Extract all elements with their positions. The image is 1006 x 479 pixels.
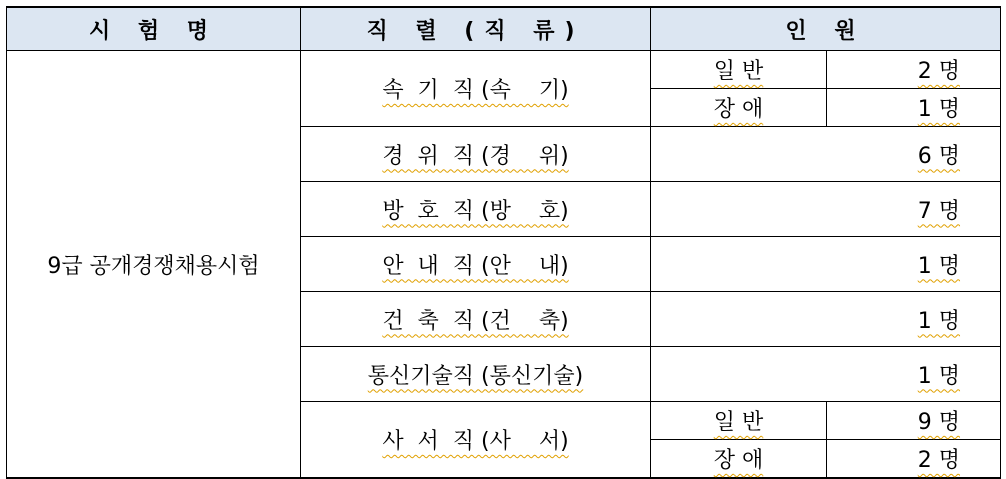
count-cell (651, 347, 1001, 402)
count-text: 2 명 (917, 448, 961, 473)
type-text: 일 반 (713, 410, 764, 435)
position-cell (301, 347, 651, 402)
count-cell (651, 292, 1001, 347)
exam-name-text: 9급 공개경쟁채용시험 (47, 253, 260, 279)
count-cell (651, 237, 1001, 292)
position-text: 경 위 직 (경 위) (382, 143, 569, 169)
recruitment-table (6, 6, 1001, 479)
count-text: 1 명 (917, 363, 961, 389)
count-text: 1 명 (917, 308, 961, 334)
count-cell (827, 440, 1001, 479)
header-position: 직 렬 (직 류) (301, 7, 651, 51)
count-cell (827, 89, 1001, 127)
exam-name-cell (7, 51, 301, 479)
position-cell (301, 292, 651, 347)
count-cell (827, 51, 1001, 89)
count-text: 2 명 (917, 59, 961, 84)
position-cell (301, 182, 651, 237)
count-cell (651, 127, 1001, 182)
header-count: 인 원 (651, 7, 1001, 51)
count-cell (651, 182, 1001, 237)
type-text: 장 애 (713, 448, 764, 473)
count-cell (827, 402, 1001, 440)
position-text: 방 호 직 (방 호) (382, 198, 569, 224)
position-text: 통신기술직 (통신기술) (367, 363, 584, 389)
type-cell (651, 51, 827, 89)
type-text: 장 애 (713, 97, 764, 122)
count-text: 9 명 (917, 410, 961, 435)
position-cell (301, 127, 651, 182)
position-cell (301, 237, 651, 292)
type-text: 일 반 (713, 59, 764, 84)
position-cell (301, 51, 651, 127)
type-cell (651, 402, 827, 440)
count-text: 7 명 (917, 198, 961, 224)
type-cell (651, 89, 827, 127)
count-text: 6 명 (917, 143, 961, 169)
count-text: 1 명 (917, 97, 961, 122)
type-cell (651, 440, 827, 479)
position-cell (301, 402, 651, 479)
position-text: 안 내 직 (안 내) (382, 253, 569, 279)
count-text: 1 명 (917, 253, 961, 279)
position-text: 속 기 직 (속 기) (382, 78, 569, 103)
header-exam-name: 시 험 명 (7, 7, 301, 51)
position-text: 사 서 직 (사 서) (382, 429, 569, 454)
position-text: 건 축 직 (건 축) (382, 308, 569, 334)
